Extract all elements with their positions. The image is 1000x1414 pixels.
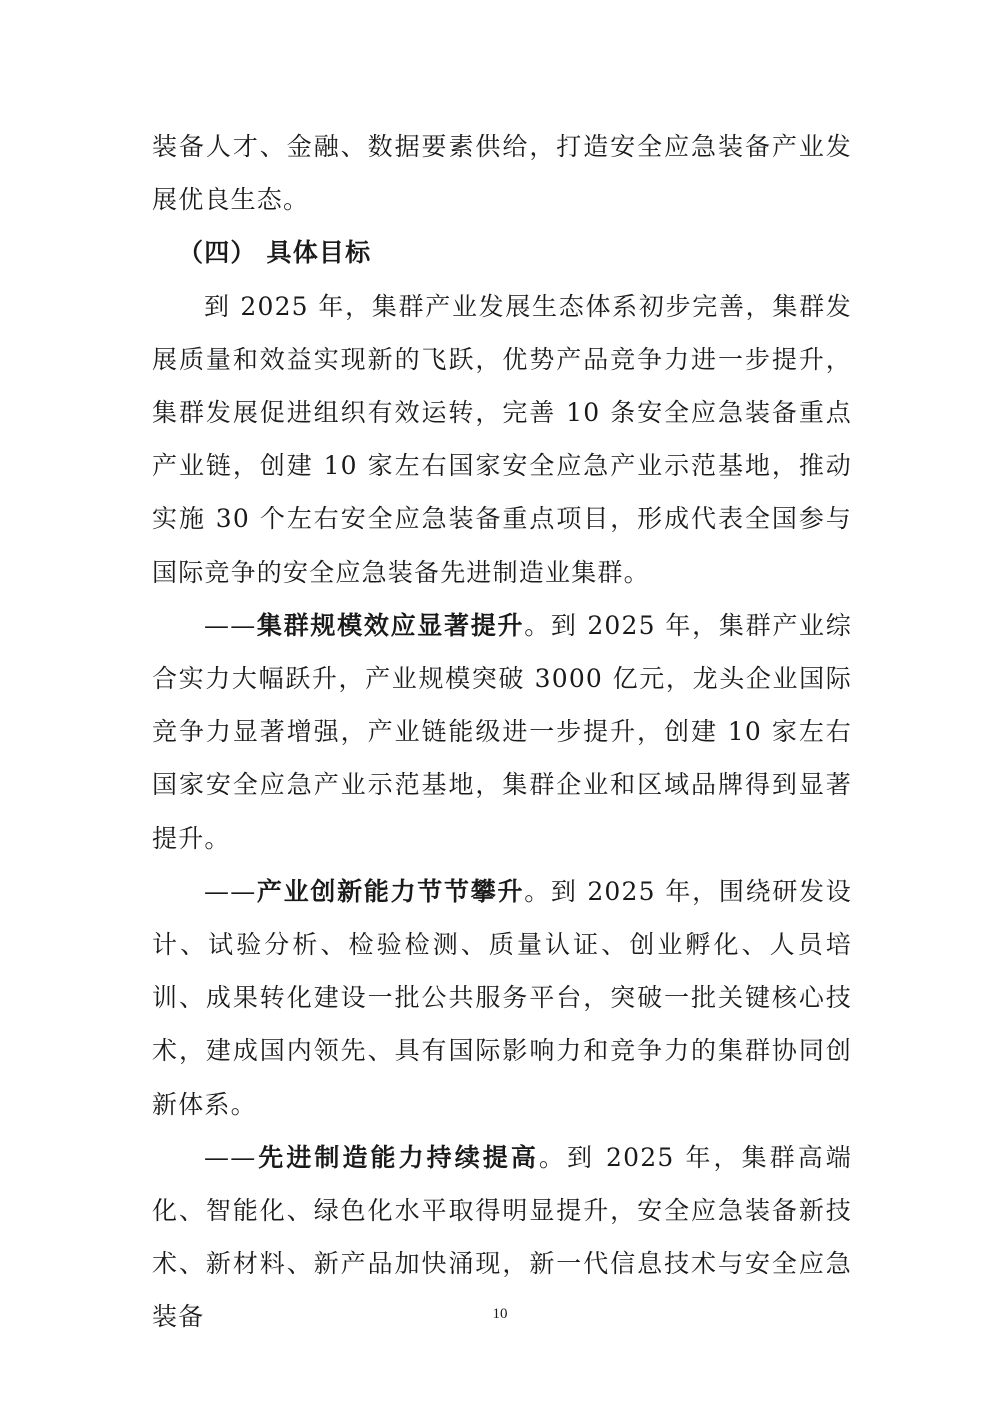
goal-title: 产业创新能力节节攀升 (256, 876, 525, 906)
goal-title: 先进制造能力持续提高 (256, 1142, 539, 1172)
page-number: 10 (492, 1306, 508, 1322)
goal-text: 。到 2025 年，集群高端化、智能化、绿色化水平取得明显提升，安全应急装备新技术、新材料、新产品加快涌现，新一代信息技术与安全应急装备 (152, 1142, 852, 1332)
goal-paragraph-1 (152, 599, 852, 865)
goal-text: 。到 2025 年，围绕研发设计、试验分析、检验检测、质量认证、创业孵化、人员培训、成果转化建设一批公共服务平台，突破一批关键核心技术，建成国内领先、具有国际影响力和竞争力的集群协同创新体系。 (152, 876, 852, 1119)
continuation-paragraph: 装备人才、金融、数据要素供给，打造安全应急装备产业发展优良生态。 (152, 132, 852, 215)
goal-dash: —— (204, 610, 257, 640)
goal-dash: —— (204, 1142, 257, 1172)
body-text (152, 120, 852, 1344)
section-heading: （四） 具体目标 (178, 238, 372, 268)
goal-title: 集群规模效应显著提升 (256, 610, 525, 640)
goal-paragraph-2 (152, 865, 852, 1131)
goal-dash: —— (204, 876, 257, 906)
intro-paragraph: 到 2025 年，集群产业发展生态体系初步完善，集群发展质量和效益实现新的飞跃，优势产品竞争力进一步提升，集群发展促进组织有效运转，完善 10 条安全应急装备重点产业链，创建 10 家左右国家安全应急产业示范基地，推动实施 30 个左右安全应急装备重点项目，形成代表全国参与国际竞争的安全应急装备先进制造业集群。 (152, 291, 852, 587)
goal-text: 。到 2025 年，集群产业综合实力大幅跃升，产业规模突破 3000 亿元，龙头企业国际竞争力显著增强，产业链能级进一步提升，创建 10 家左右国家安全应急产业示范基地，集群企业和区域品牌得到显著提升。 (152, 610, 852, 853)
